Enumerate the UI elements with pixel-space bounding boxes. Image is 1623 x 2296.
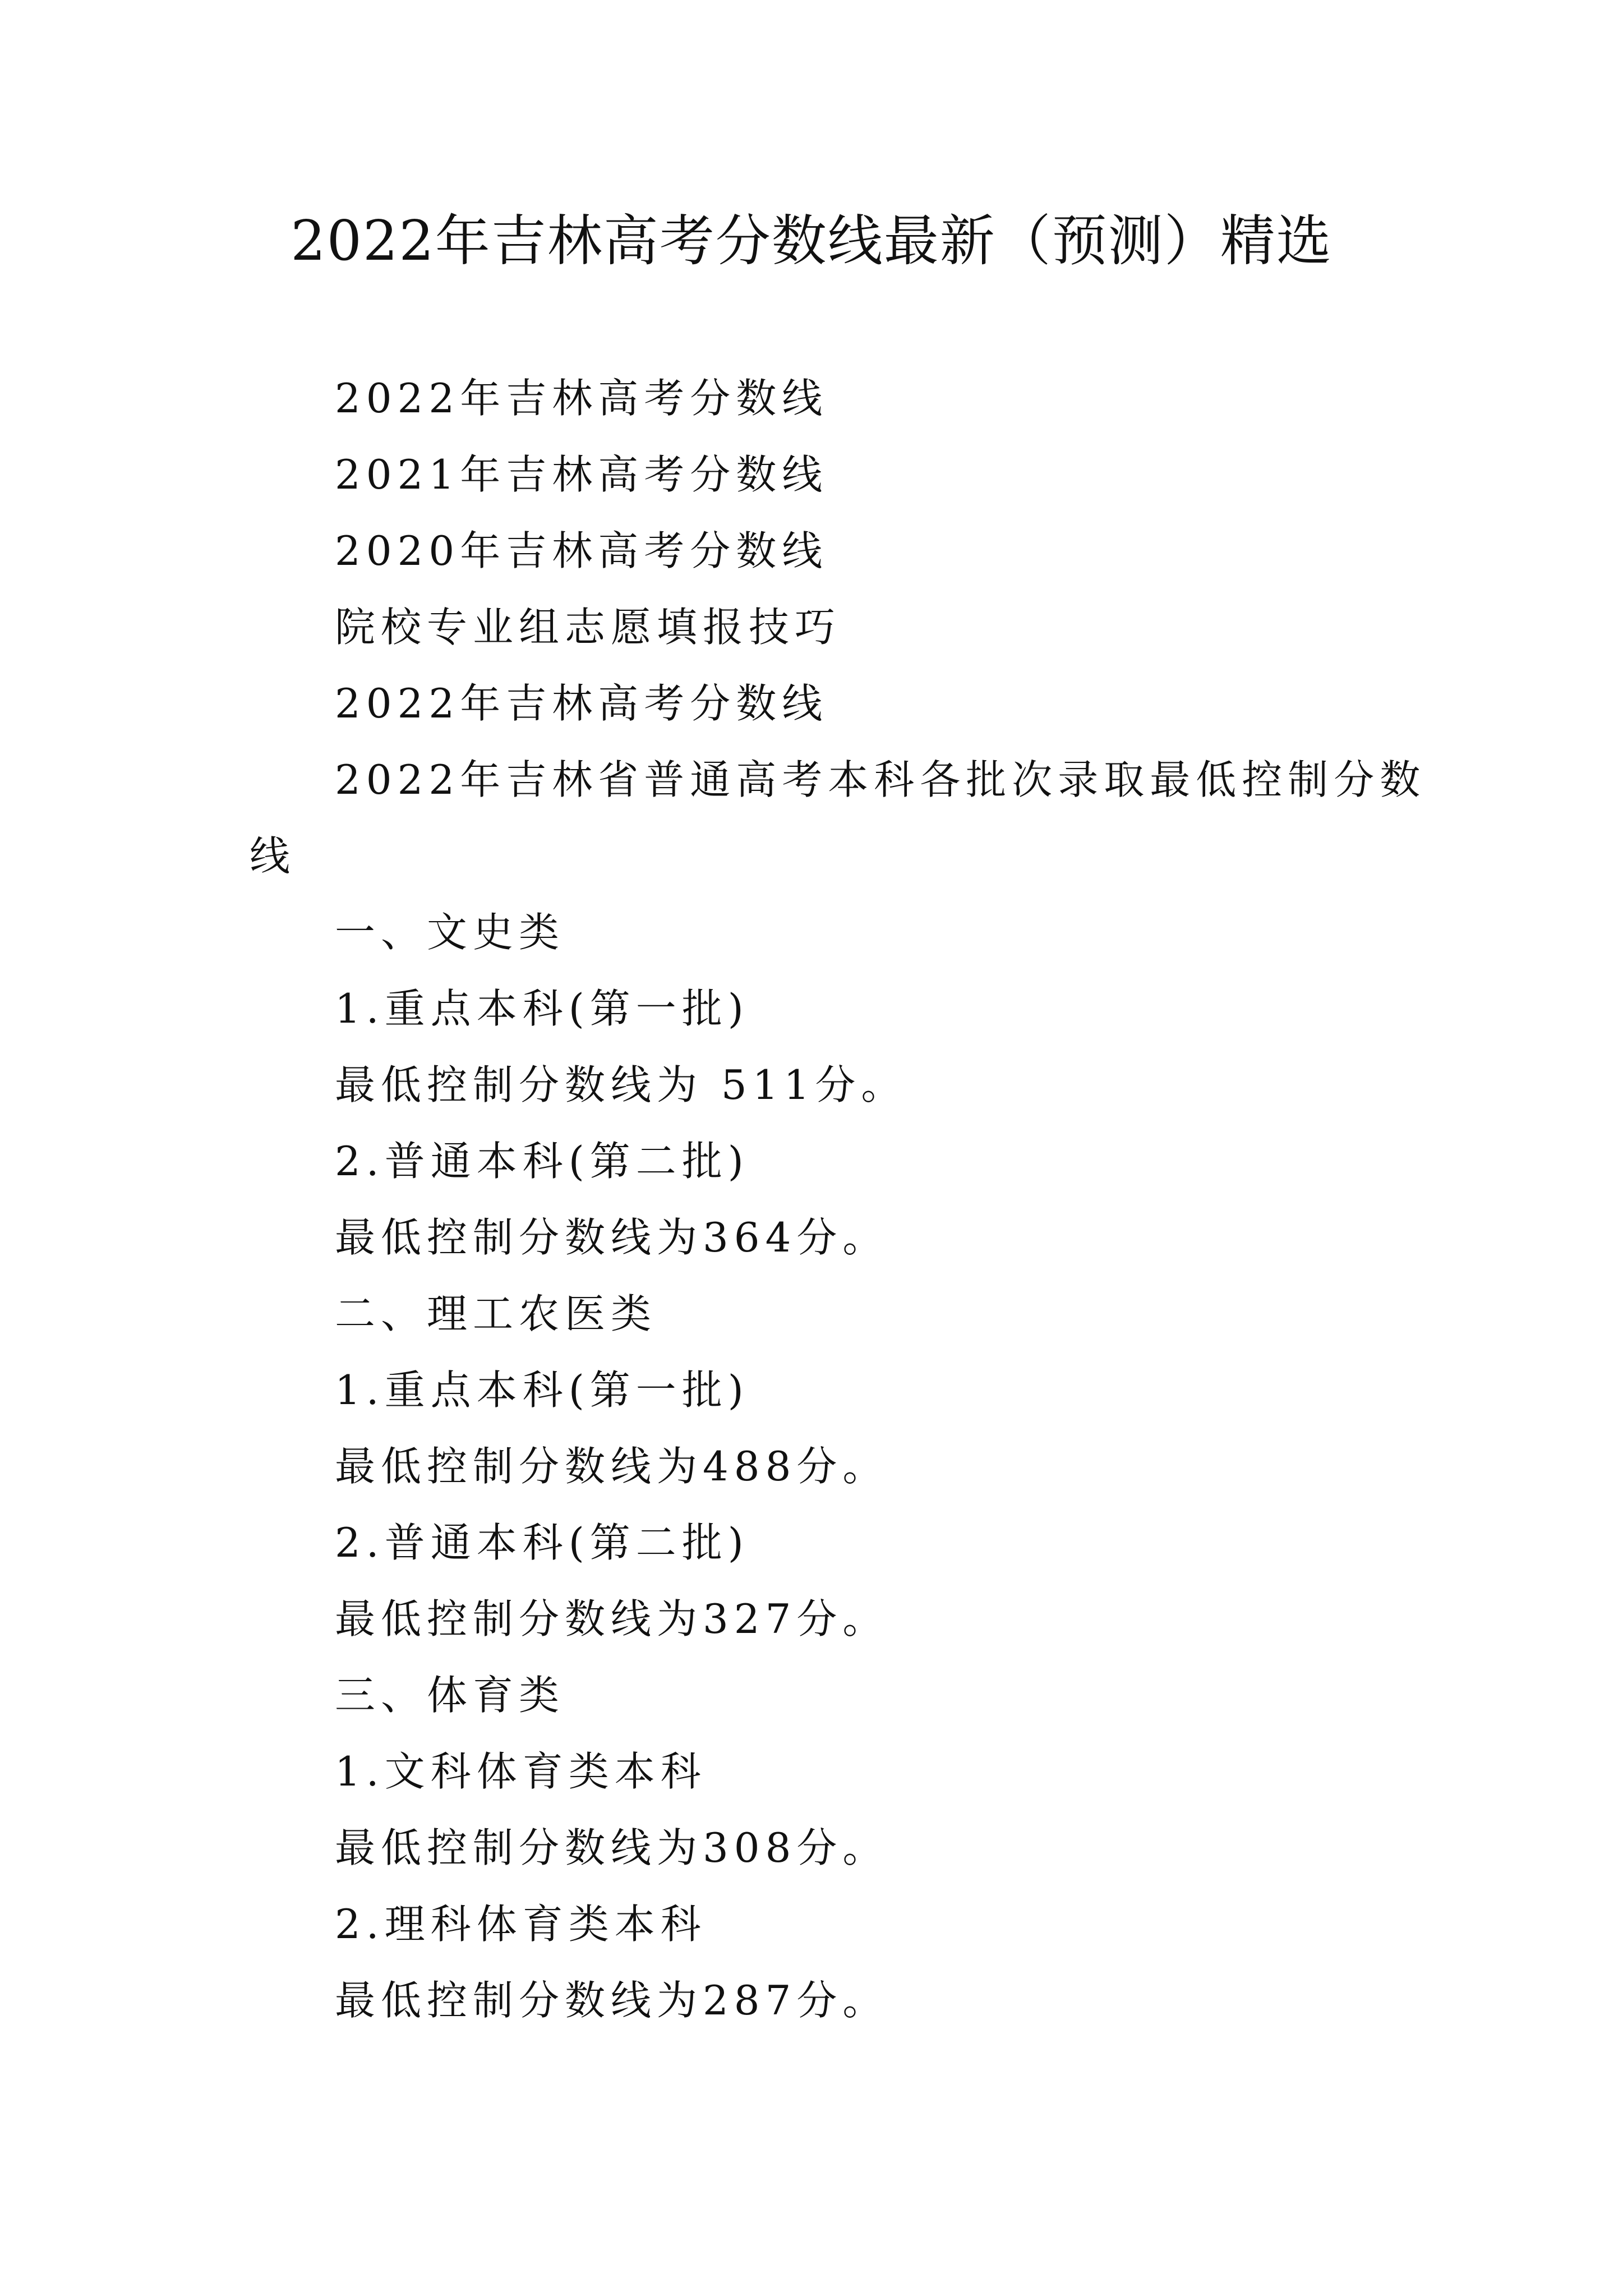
document-title: 2022年吉林高考分数线最新（预测）精选 <box>291 209 1332 273</box>
section-heading: 一、文史类 <box>335 909 565 956</box>
score-line: 最低控制分数线为 511分。 <box>335 1061 907 1108</box>
toc-item: 2022年吉林高考分数线 <box>335 680 828 727</box>
score-line: 最低控制分数线为308分。 <box>335 1824 889 1871</box>
score-line: 最低控制分数线为488分。 <box>335 1443 889 1490</box>
toc-item: 2021年吉林高考分数线 <box>335 451 828 498</box>
score-line: 最低控制分数线为364分。 <box>335 1214 889 1261</box>
toc-item: 2020年吉林高考分数线 <box>335 527 828 574</box>
score-line: 最低控制分数线为327分。 <box>335 1595 889 1642</box>
intro-paragraph-continuation: 线 <box>250 832 296 880</box>
intro-paragraph-line: 2022年吉林省普通高考本科各批次录取最低控制分数 <box>335 756 1426 803</box>
batch-label: 1.重点本科(第一批) <box>335 985 749 1032</box>
batch-label: 2.普通本科(第二批) <box>335 1519 749 1566</box>
batch-label: 1.重点本科(第一批) <box>335 1366 749 1414</box>
section-heading: 二、理工农医类 <box>335 1290 657 1337</box>
score-line: 最低控制分数线为287分。 <box>335 1977 889 2024</box>
toc-item: 院校专业组志愿填报技巧 <box>335 604 841 651</box>
batch-label: 2.理科体育类本科 <box>335 1901 707 1948</box>
toc-item: 2022年吉林高考分数线 <box>335 375 828 422</box>
batch-label: 1.文科体育类本科 <box>335 1748 707 1795</box>
section-heading: 三、体育类 <box>335 1672 565 1719</box>
batch-label: 2.普通本科(第二批) <box>335 1138 749 1185</box>
